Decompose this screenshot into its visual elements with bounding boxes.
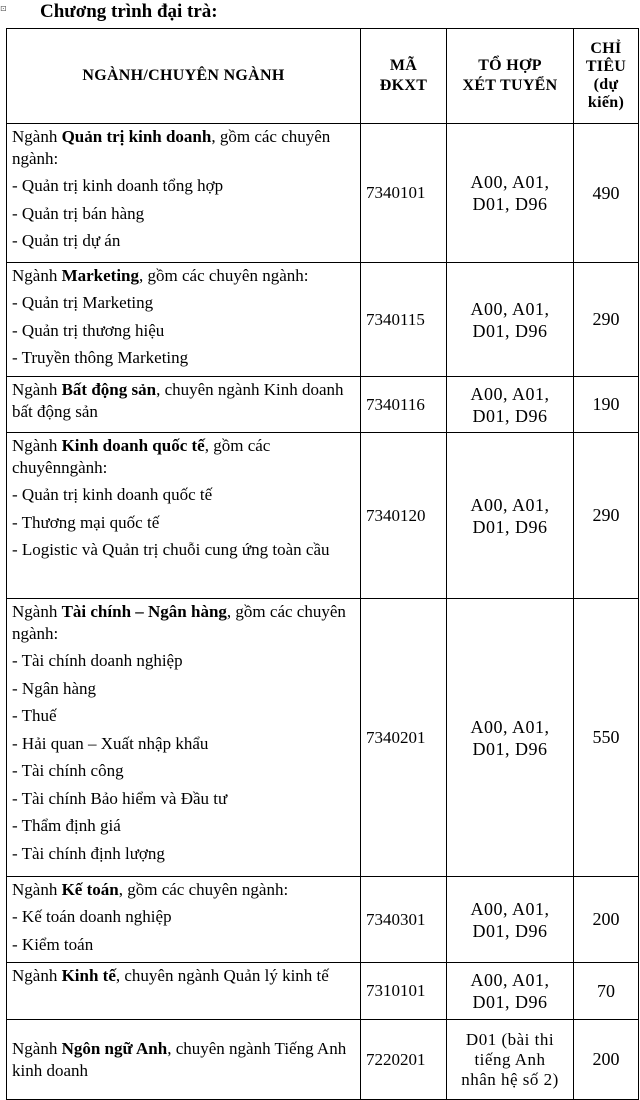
major-name: Quản trị kinh doanh xyxy=(61,127,212,146)
list-item: - Kiểm toán xyxy=(12,934,94,954)
combo-cell: A00, A01, D01, D96 xyxy=(447,433,574,599)
combo-cell: A00, A01, D01, D96 xyxy=(447,263,574,377)
list-item: - Tài chính công xyxy=(12,761,124,780)
code-cell: 7340301 xyxy=(361,877,447,963)
code-cell: 7340115 xyxy=(361,263,447,377)
table-row xyxy=(7,877,639,963)
major-cell: Ngành Marketing, gồm các chuyên ngành: - Quản trị Marketing - Quản trị thương hiệu - Truyền thông Marketing xyxy=(7,263,361,377)
major-name: Kế toán xyxy=(61,880,119,899)
list-item: - Hải quan – Xuất nhập khẩu xyxy=(12,733,209,753)
major-cell: Ngành Tài chính – Ngân hàng, gồm các chuyên ngành: - Tài chính doanh nghiệp - Ngân hàng - Thuế - Hải quan – Xuất nhập khẩu - Tài chính công - Tài chính Bảo hiểm và Đầu tư - Thẩm định giá - Tài chính định lượng xyxy=(7,599,361,877)
combo-cell: A00, A01, D01, D96 xyxy=(447,124,574,263)
major-name: Kinh doanh quốc tế xyxy=(61,436,205,455)
code-cell: 7340120 xyxy=(361,433,447,599)
quota-cell: 290 xyxy=(574,263,639,377)
list-item: - Ngân hàng xyxy=(12,678,97,698)
quota-cell: 190 xyxy=(574,377,639,433)
code-cell: 7310101 xyxy=(361,963,447,1020)
table-row xyxy=(7,377,639,433)
major-cell: Ngành Ngôn ngữ Anh, chuyên ngành Tiếng Anh kinh doanh xyxy=(7,1020,361,1100)
list-item: - Quản trị kinh doanh tổng hợp xyxy=(12,176,224,195)
admissions-table xyxy=(6,28,639,1100)
list-item: - Thuế xyxy=(12,706,57,725)
list-item: - Kế toán doanh nghiệp xyxy=(12,907,172,926)
quota-cell: 490 xyxy=(574,124,639,263)
list-item: - Truyền thông Marketing xyxy=(12,348,189,367)
header-row xyxy=(7,29,639,124)
list-item: - Thương mại quốc tế xyxy=(12,512,160,532)
major-cell: Ngành Kinh tế, chuyên ngành Quản lý kinh tế xyxy=(7,963,361,1020)
combo-cell: A00, A01, D01, D96 xyxy=(447,877,574,963)
combo-cell: A00, A01, D01, D96 xyxy=(447,377,574,433)
section-heading: Chương trình đại trà: xyxy=(40,1,218,22)
list-item: - Tài chính doanh nghiệp xyxy=(12,651,183,670)
table-row xyxy=(7,963,639,1020)
major-name: Kinh tế xyxy=(61,966,116,985)
list-item: - Quản trị kinh doanh quốc tế xyxy=(12,485,213,504)
combo-cell: A00, A01, D01, D96 xyxy=(447,599,574,877)
code-cell: 7340201 xyxy=(361,599,447,877)
code-cell: 7220201 xyxy=(361,1020,447,1100)
quota-cell: 550 xyxy=(574,599,639,877)
paragraph-anchor-icon: ⊡ xyxy=(0,4,7,13)
code-cell: 7340116 xyxy=(361,377,447,433)
quota-cell: 200 xyxy=(574,1020,639,1100)
table-row xyxy=(7,263,639,377)
header-combo: TỔ HỢP XÉT TUYỂN xyxy=(447,29,574,124)
major-name: Bất động sản xyxy=(61,380,157,399)
header-quota: CHỈ TIÊU (dự kiến) xyxy=(574,29,639,124)
major-name: Tài chính – Ngân hàng xyxy=(61,602,227,621)
table-row xyxy=(7,1020,639,1100)
list-item: - Tài chính định lượng xyxy=(12,843,165,863)
list-item: - Quản trị thương hiệu xyxy=(12,320,165,340)
code-cell: 7340101 xyxy=(361,124,447,263)
list-item: - Quản trị dự án xyxy=(12,231,121,250)
major-cell: Ngành Kinh doanh quốc tế, gồm các chuyênngành: - Quản trị kinh doanh quốc tế - Thương mại quốc tế - Logistic và Quản trị chuỗi cung ứng toàn cầu xyxy=(7,433,361,599)
list-item: - Quản trị Marketing xyxy=(12,293,154,312)
quota-cell: 70 xyxy=(574,963,639,1020)
list-item: - Tài chính Bảo hiểm và Đầu tư xyxy=(12,788,228,808)
major-name: Marketing xyxy=(61,266,140,285)
header-code: MÃ ĐKXT xyxy=(361,29,447,124)
table-row xyxy=(7,124,639,263)
quota-cell: 290 xyxy=(574,433,639,599)
quota-cell: 200 xyxy=(574,877,639,963)
table-row xyxy=(7,433,639,599)
major-cell: Ngành Bất động sản, chuyên ngành Kinh doanh bất động sản xyxy=(7,377,361,433)
table-row xyxy=(7,599,639,877)
major-cell: Ngành Kế toán, gồm các chuyên ngành: - Kế toán doanh nghiệp - Kiểm toán xyxy=(7,877,361,963)
major-cell: Ngành Quản trị kinh doanh, gồm các chuyên ngành: - Quản trị kinh doanh tổng hợp - Quản trị bán hàng - Quản trị dự án xyxy=(7,124,361,263)
list-item: - Quản trị bán hàng xyxy=(12,203,145,223)
major-name: Ngôn ngữ Anh xyxy=(61,1038,168,1058)
combo-cell: D01 (bài thi tiếng Anh nhân hệ số 2) xyxy=(447,1020,574,1100)
list-item: - Thẩm định giá xyxy=(12,816,121,835)
list-item: - Logistic và Quản trị chuỗi cung ứng toàn cầu xyxy=(12,540,330,559)
combo-cell: A00, A01, D01, D96 xyxy=(447,963,574,1020)
header-major: NGÀNH/CHUYÊN NGÀNH xyxy=(7,29,361,124)
